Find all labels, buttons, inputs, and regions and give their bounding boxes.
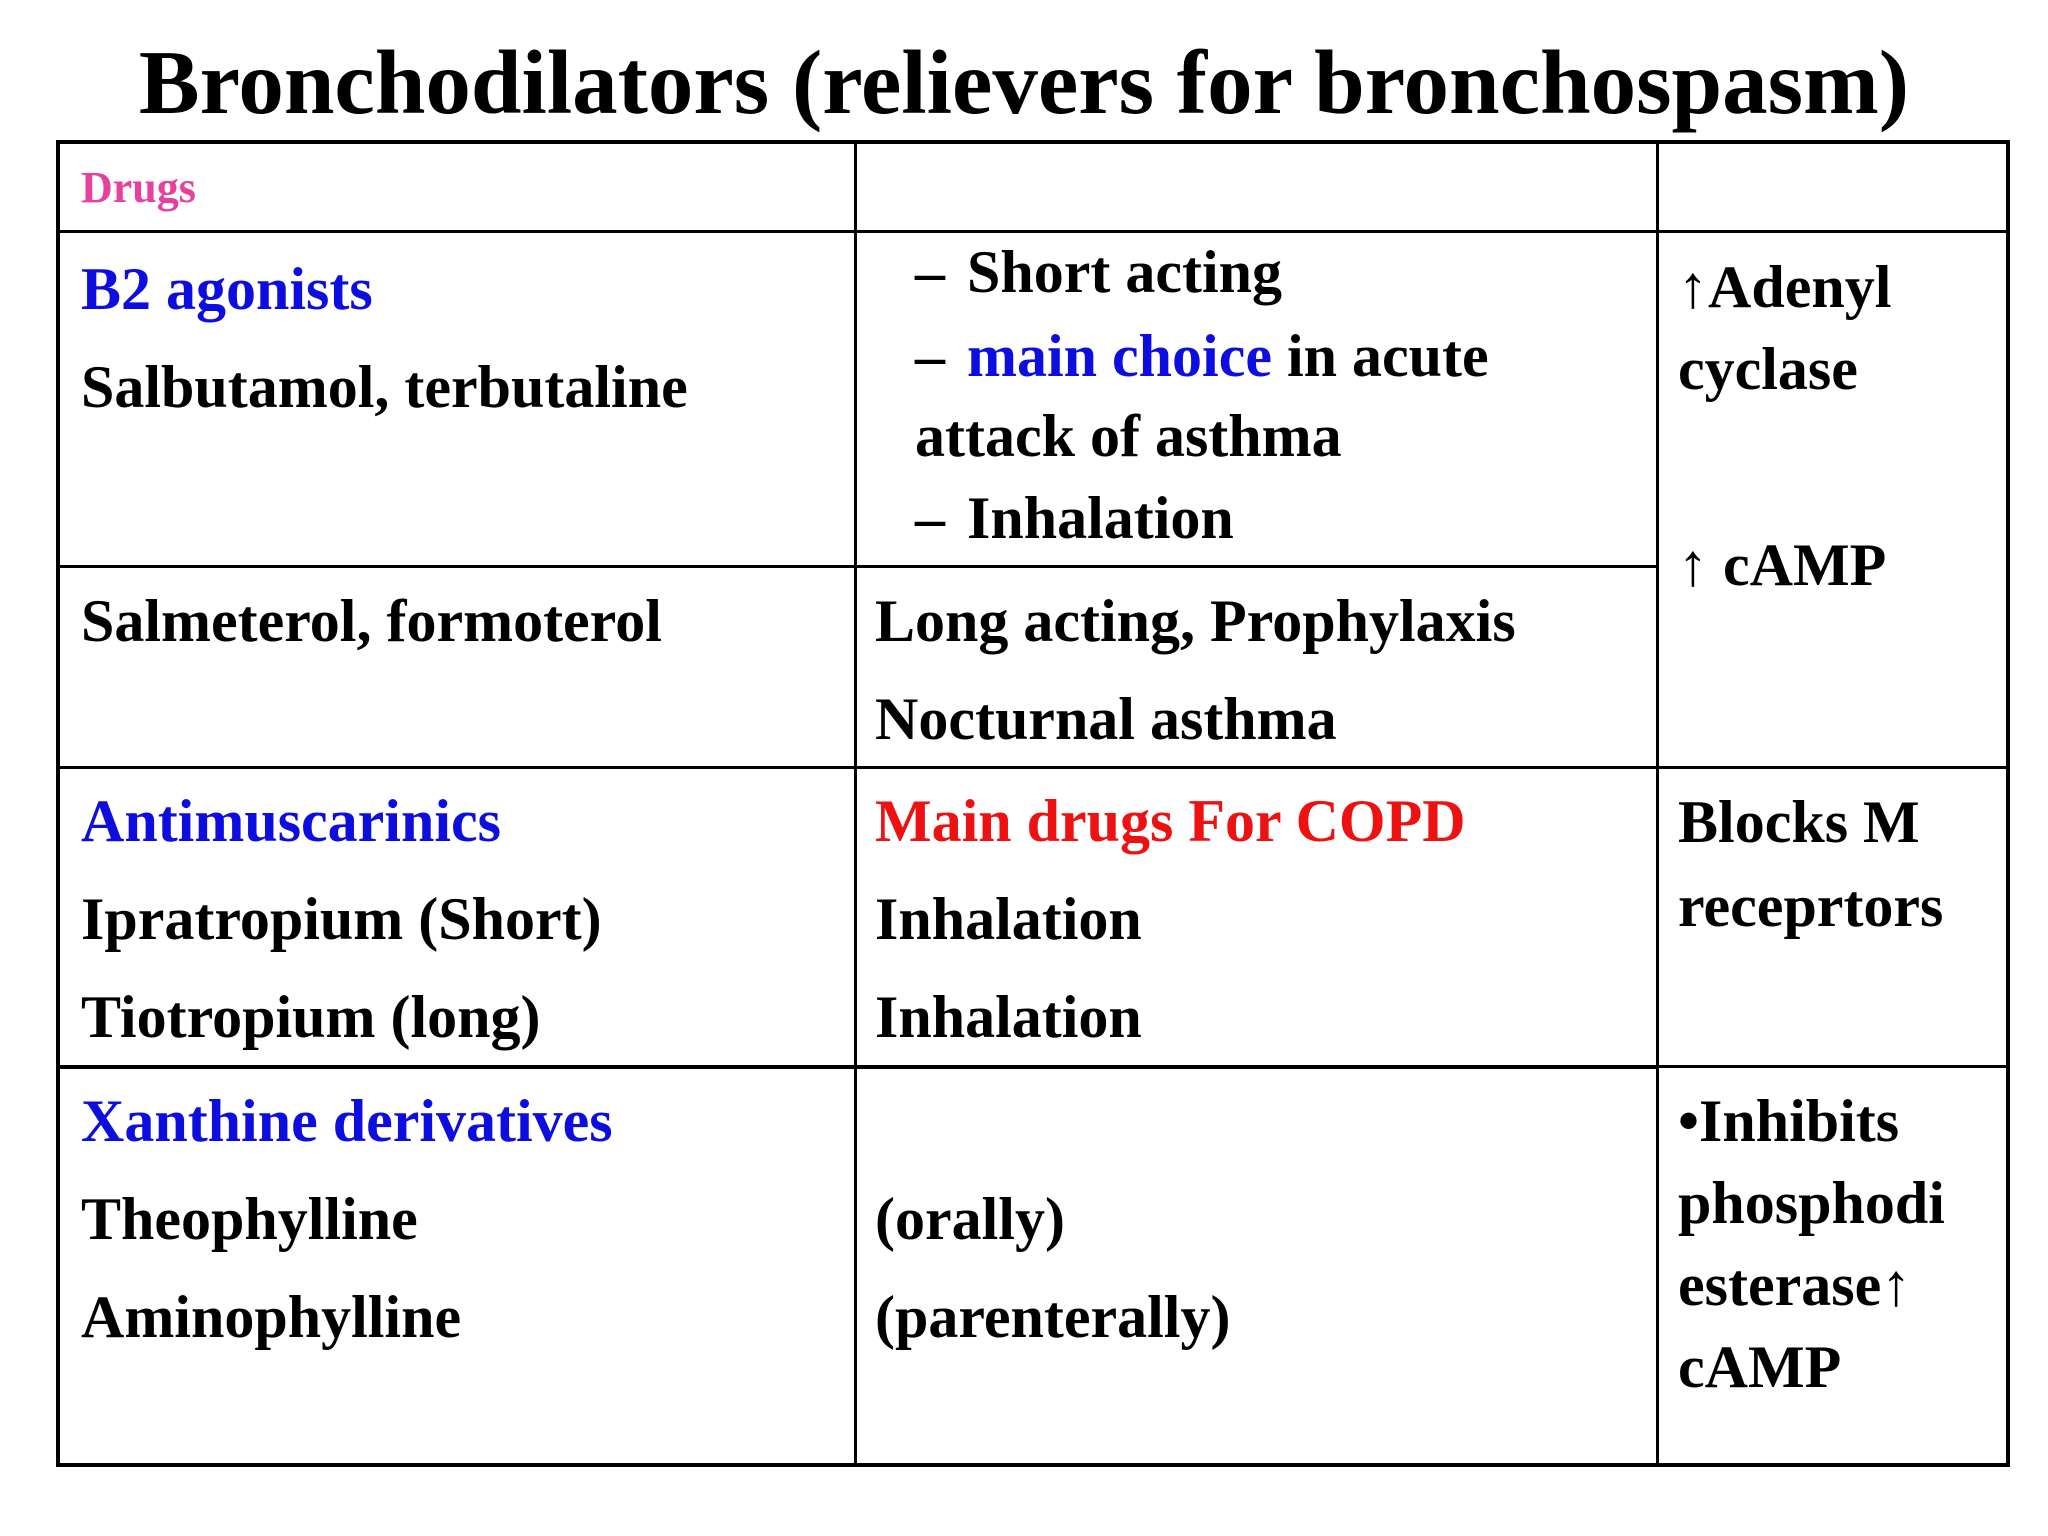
up-arrow-icon: ↑ — [1678, 532, 1708, 598]
b2-long-note1: Long acting, Prophylaxis — [875, 588, 1516, 654]
b2-note-inhalation — [915, 474, 1234, 562]
antimuscarinic-drug-1: Ipratropium (Short) — [81, 886, 602, 952]
xanthine-route-2: (parenterally) — [875, 1284, 1231, 1350]
antimuscarinic-route-1: Inhalation — [875, 886, 1142, 952]
table-border-top — [56, 140, 2010, 144]
note-text: in acute — [1286, 323, 1489, 389]
note-text-line2: attack of asthma — [915, 403, 1342, 469]
b2-note-main-choice — [915, 316, 1489, 476]
drugs-header: Drugs — [81, 163, 196, 212]
mechanism-line: Blocks M — [1678, 789, 1920, 855]
mechanism-line: receprtors — [1678, 873, 1944, 939]
antimuscarinic-divider-right — [1656, 1065, 2010, 1068]
xanthine-drug-1: Theophylline — [81, 1186, 418, 1252]
mechanism-line: •Inhibits — [1678, 1088, 1900, 1154]
up-arrow-icon: ↑ — [1678, 254, 1708, 320]
table-border-left — [56, 140, 60, 1467]
xanthine-drug-2: Aminophylline — [81, 1284, 462, 1350]
page-title: Bronchodilators (relievers for bronchospasm) — [138, 32, 1910, 133]
note-text: Short acting — [967, 239, 1282, 305]
b2-agonists-class: B2 agonists — [81, 256, 373, 322]
mechanism-line: phosphodi — [1678, 1170, 1945, 1236]
column-divider-2 — [1656, 140, 1659, 1467]
b2-mechanism-camp — [1678, 520, 1886, 610]
b2-long-note2: Nocturnal asthma — [875, 686, 1337, 752]
xanthine-mechanism — [1678, 1080, 1945, 1408]
mechanism-line: cAMP — [1708, 532, 1887, 598]
note-text: Inhalation — [967, 485, 1234, 551]
copd-note: Main drugs For COPD — [875, 788, 1466, 854]
table-border-right — [2006, 140, 2010, 1467]
dash-glyph: – — [915, 485, 945, 551]
up-arrow-icon: ↑ — [1881, 1252, 1912, 1318]
antimuscarinic-mechanism — [1678, 780, 1943, 948]
dash-glyph: – — [915, 323, 945, 389]
mechanism-line: cAMP — [1678, 1334, 1842, 1400]
antimuscarinics-class: Antimuscarinics — [81, 788, 501, 854]
table-border-bottom — [56, 1463, 2010, 1467]
column-divider-1 — [854, 140, 857, 1467]
b2-row-divider — [56, 565, 1658, 568]
b2-mechanism — [1678, 246, 1891, 410]
b2-short-drugs: Salbutamol, terbutaline — [81, 354, 688, 420]
mechanism-line: esterase — [1678, 1252, 1882, 1318]
b2-long-drugs: Salmeterol, formoterol — [81, 588, 662, 654]
b2-note-short-acting — [915, 228, 1282, 316]
xanthine-route-1: (orally) — [875, 1186, 1065, 1252]
mechanism-line: cyclase — [1678, 336, 1858, 402]
mechanism-line: Adenyl — [1708, 254, 1892, 320]
antimuscarinic-drug-2: Tiotropium (long) — [81, 984, 541, 1050]
antimuscarinic-route-2: Inhalation — [875, 984, 1142, 1050]
main-choice-highlight: main choice — [967, 323, 1272, 389]
dash-glyph: – — [915, 239, 945, 305]
xanthine-class: Xanthine derivatives — [81, 1088, 613, 1154]
